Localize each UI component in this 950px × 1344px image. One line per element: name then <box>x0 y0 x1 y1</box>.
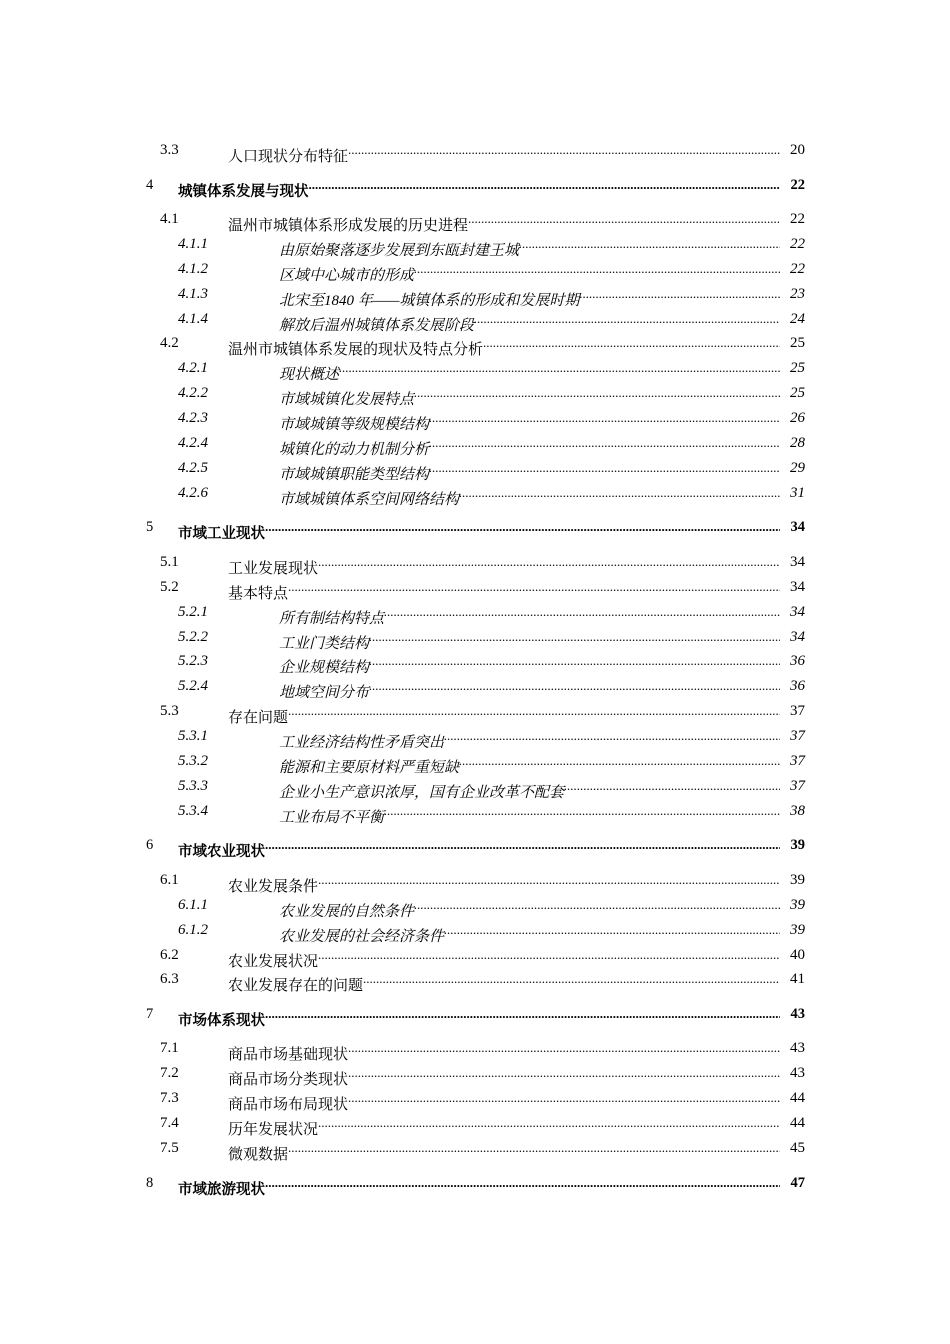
toc-entry-title: 市域城镇等级规模结构 <box>279 417 430 433</box>
toc-dot-leader <box>444 919 780 941</box>
toc-entry-page: 24 <box>790 311 805 327</box>
toc-dot-leader <box>348 1087 780 1109</box>
toc-entry-page: 25 <box>790 335 805 351</box>
toc-entry-page: 22 <box>790 177 805 193</box>
toc-entry-title-line <box>178 1172 780 1201</box>
toc-dot-leader <box>444 725 780 747</box>
toc-entry[interactable] <box>0 208 950 234</box>
toc-entry[interactable] <box>0 258 950 284</box>
toc-dot-leader <box>318 1112 780 1134</box>
toc-entry[interactable] <box>0 1087 950 1113</box>
toc-entry-title-line <box>178 174 780 203</box>
toc-entry-title-line <box>178 1003 780 1032</box>
toc-entry-title: 市域城镇体系空间网络结构 <box>279 492 460 508</box>
toc-entry[interactable] <box>0 1112 950 1138</box>
toc-entry-title: 所有制结构特点 <box>279 611 385 627</box>
toc-entry[interactable] <box>0 174 950 200</box>
toc-entry-number: 8 <box>146 1175 154 1191</box>
toc-entry[interactable] <box>0 725 950 751</box>
toc-entry-title: 工业门类结构 <box>279 636 370 652</box>
toc-entry-page: 34 <box>790 554 805 570</box>
toc-dot-leader <box>459 750 780 772</box>
toc-entry-number: 5 <box>146 519 154 535</box>
toc-dot-leader <box>318 551 780 573</box>
toc-dot-leader <box>384 601 780 623</box>
toc-entry-number: 4.2.5 <box>178 460 208 476</box>
toc-entry-title: 城镇体系发展与现状 <box>178 184 309 200</box>
toc-dot-leader <box>429 457 780 479</box>
toc-entry-page: 34 <box>790 604 805 620</box>
toc-entry-title: 由原始聚落逐步发展到东瓯封建王城 <box>279 243 520 259</box>
toc-dot-leader <box>429 432 780 454</box>
toc-entry-page: 37 <box>790 778 805 794</box>
toc-entry-title: 存在问题 <box>228 710 289 726</box>
toc-dot-leader <box>414 382 780 404</box>
toc-entry[interactable] <box>0 516 950 542</box>
toc-entry-number: 4.1 <box>160 211 179 227</box>
toc-dot-leader <box>369 650 780 672</box>
toc-entry-number: 4 <box>146 177 154 193</box>
toc-entry-page: 23 <box>790 286 805 302</box>
toc-entry-number: 5.2.1 <box>178 604 208 620</box>
toc-entry[interactable] <box>0 332 950 358</box>
toc-entry[interactable] <box>0 357 950 383</box>
toc-entry[interactable] <box>0 919 950 945</box>
toc-entry[interactable] <box>0 626 950 652</box>
toc-entry[interactable] <box>0 432 950 458</box>
toc-entry[interactable] <box>0 800 950 826</box>
toc-entry-page: 44 <box>790 1115 805 1131</box>
toc-entry[interactable] <box>0 675 950 701</box>
toc-entry-page: 39 <box>790 897 805 913</box>
toc-entry-title: 农业发展存在的问题 <box>228 978 364 994</box>
toc-entry[interactable] <box>0 382 950 408</box>
toc-entry-title: 人口现状分布特征 <box>228 149 349 165</box>
toc-entry-number: 4.2.3 <box>178 410 208 426</box>
toc-entry-title: 温州市城镇体系形成发展的历史进程 <box>228 218 469 234</box>
toc-dot-leader <box>265 1003 780 1025</box>
toc-entry-title: 市场体系现状 <box>178 1013 265 1029</box>
toc-dot-leader <box>414 894 780 916</box>
toc-entry-number: 5.3 <box>160 703 179 719</box>
toc-entry-page: 37 <box>790 728 805 744</box>
toc-dot-leader <box>265 1172 780 1194</box>
toc-dot-leader <box>348 139 780 161</box>
toc-dot-leader <box>288 1137 780 1159</box>
toc-entry[interactable] <box>0 1172 950 1198</box>
toc-dot-leader <box>348 1037 780 1059</box>
toc-entry-page: 34 <box>790 519 805 535</box>
toc-entry-title: 工业发展现状 <box>228 561 319 577</box>
toc-entry-title: 商品市场布局现状 <box>228 1097 349 1113</box>
toc-entry[interactable] <box>0 233 950 259</box>
toc-dot-leader <box>519 233 780 255</box>
toc-entry-page: 43 <box>790 1065 805 1081</box>
toc-entry-title: 商品市场分类现状 <box>228 1072 349 1088</box>
toc-entry-number: 5.2.4 <box>178 678 208 694</box>
toc-entry-page: 39 <box>790 922 805 938</box>
toc-entry-title: 微观数据 <box>228 1147 289 1163</box>
toc-entry-page: 22 <box>790 236 805 252</box>
toc-entry-number: 6.2 <box>160 947 179 963</box>
toc-dot-leader <box>369 675 780 697</box>
toc-entry[interactable] <box>0 283 950 309</box>
toc-entry-title: 北宋至1840 年——城镇体系的形成和发展时期 <box>279 293 580 309</box>
toc-entry-title: 现状概述 <box>279 367 340 383</box>
toc-entry-page: 22 <box>790 211 805 227</box>
toc-entry-number: 7 <box>146 1006 154 1022</box>
toc-entry-title: 工业布局不平衡 <box>279 810 385 826</box>
toc-dot-leader <box>384 800 780 822</box>
toc-dot-leader <box>288 700 780 722</box>
toc-entry-title: 市域城镇职能类型结构 <box>279 467 430 483</box>
toc-entry[interactable] <box>0 308 950 334</box>
toc-entry-number: 6.1.1 <box>178 897 208 913</box>
toc-entry-number: 4.1.4 <box>178 311 208 327</box>
toc-entry-number: 5.3.1 <box>178 728 208 744</box>
toc-entry-title: 市域农业现状 <box>178 844 265 860</box>
toc-entry-page: 43 <box>790 1040 805 1056</box>
toc-entry[interactable] <box>0 968 950 994</box>
toc-entry-number: 7.5 <box>160 1140 179 1156</box>
toc-entry-number: 4.2.2 <box>178 385 208 401</box>
toc-entry-number: 6.1 <box>160 872 179 888</box>
toc-entry-page: 25 <box>790 385 805 401</box>
toc-entry-page: 34 <box>790 579 805 595</box>
toc-entry-page: 36 <box>790 653 805 669</box>
toc-dot-leader <box>483 332 780 354</box>
toc-entry-page: 41 <box>790 971 805 987</box>
toc-entry-page: 44 <box>790 1090 805 1106</box>
toc-entry-number: 4.2.6 <box>178 485 208 501</box>
toc-entry-title-line <box>178 834 780 863</box>
toc-dot-leader <box>429 407 780 429</box>
toc-entry-title-line <box>279 800 780 829</box>
toc-entry-page: 29 <box>790 460 805 476</box>
toc-dot-leader <box>579 283 780 305</box>
toc-entry-number: 4.2.4 <box>178 435 208 451</box>
toc-entry-title: 企业规模结构 <box>279 660 370 676</box>
toc-entry-page: 47 <box>790 1175 805 1191</box>
toc-entry-title: 城镇化的动力机制分析 <box>279 442 430 458</box>
toc-entry-number: 5.2 <box>160 579 179 595</box>
toc-entry[interactable] <box>0 139 950 165</box>
toc-entry-title: 农业发展条件 <box>228 879 319 895</box>
toc-entry-number: 5.3.2 <box>178 753 208 769</box>
toc-entry[interactable] <box>0 944 950 970</box>
toc-entry-page: 22 <box>790 261 805 277</box>
toc-dot-leader <box>265 834 780 856</box>
toc-entry[interactable] <box>0 482 950 508</box>
toc-entry[interactable] <box>0 750 950 776</box>
toc-entry-number: 6.3 <box>160 971 179 987</box>
toc-entry-page: 39 <box>790 837 805 853</box>
toc-entry-title: 企业小生产意识浓厚，国有企业改革不配套 <box>279 785 565 801</box>
toc-entry-number: 4.1.3 <box>178 286 208 302</box>
toc-entry-number: 7.2 <box>160 1065 179 1081</box>
toc-dot-leader <box>564 775 780 797</box>
toc-entry-number: 4.2 <box>160 335 179 351</box>
toc-entry[interactable] <box>0 775 950 801</box>
toc-entry[interactable] <box>0 869 950 895</box>
toc-entry-number: 5.3.3 <box>178 778 208 794</box>
toc-entry-page: 28 <box>790 435 805 451</box>
toc-entry[interactable] <box>0 1137 950 1163</box>
toc-entry-title: 市域工业现状 <box>178 526 265 542</box>
toc-entry-number: 6.1.2 <box>178 922 208 938</box>
toc-entry-title: 农业发展的社会经济条件 <box>279 929 445 945</box>
toc-entry-title-line <box>279 482 780 511</box>
toc-entry-page: 20 <box>790 142 805 158</box>
toc-entry[interactable] <box>0 576 950 602</box>
toc-entry-number: 4.1.1 <box>178 236 208 252</box>
toc-entry-title: 农业发展的自然条件 <box>279 904 415 920</box>
toc-dot-leader <box>369 626 780 648</box>
toc-entry-title: 温州市城镇体系发展的现状及特点分析 <box>228 342 484 358</box>
toc-entry-title: 解放后温州城镇体系发展阶段 <box>279 318 475 334</box>
toc-dot-leader <box>348 1062 780 1084</box>
toc-entry[interactable] <box>0 457 950 483</box>
toc-entry-number: 4.2.1 <box>178 360 208 376</box>
toc-dot-leader <box>288 576 780 598</box>
toc-entry-title: 农业发展状况 <box>228 954 319 970</box>
toc-entry[interactable] <box>0 407 950 433</box>
toc-entry-title-line <box>228 1137 780 1166</box>
toc-dot-leader <box>339 357 780 379</box>
toc-dot-leader <box>318 869 780 891</box>
toc-entry-number: 5.2.3 <box>178 653 208 669</box>
toc-entry-title: 市域旅游现状 <box>178 1182 265 1198</box>
toc-entry[interactable] <box>0 1003 950 1029</box>
toc-entry-title: 工业经济结构性矛盾突出 <box>279 735 445 751</box>
toc-dot-leader <box>459 482 780 504</box>
toc-entry-number: 7.3 <box>160 1090 179 1106</box>
toc-entry-title-line <box>228 968 780 997</box>
toc-entry-title: 区域中心城市的形成 <box>279 268 415 284</box>
toc-dot-leader <box>414 258 780 280</box>
toc-entry-title: 能源和主要原材料严重短缺 <box>279 760 460 776</box>
toc-entry[interactable] <box>0 551 950 577</box>
toc-dot-leader <box>363 968 780 990</box>
toc-entry-number: 5.2.2 <box>178 629 208 645</box>
toc-entry-page: 26 <box>790 410 805 426</box>
toc-entry-page: 37 <box>790 703 805 719</box>
toc-dot-leader <box>468 208 780 230</box>
toc-entry-title: 基本特点 <box>228 586 289 602</box>
toc-entry-title: 商品市场基础现状 <box>228 1047 349 1063</box>
toc-entry-number: 7.1 <box>160 1040 179 1056</box>
toc-entry-page: 31 <box>790 485 805 501</box>
toc-entry[interactable] <box>0 601 950 627</box>
toc-entry-page: 34 <box>790 629 805 645</box>
toc-entry-title: 历年发展状况 <box>228 1122 319 1138</box>
toc-entry-page: 43 <box>790 1006 805 1022</box>
toc-entry-page: 37 <box>790 753 805 769</box>
toc-entry-page: 25 <box>790 360 805 376</box>
toc-dot-leader <box>309 174 781 196</box>
toc-dot-leader <box>318 944 780 966</box>
toc-entry-number: 6 <box>146 837 154 853</box>
toc-entry[interactable] <box>0 834 950 860</box>
toc-entry-page: 38 <box>790 803 805 819</box>
toc-entry-number: 7.4 <box>160 1115 179 1131</box>
toc-entry-title: 地域空间分布 <box>279 685 370 701</box>
toc-entry-page: 45 <box>790 1140 805 1156</box>
toc-entry-title-line <box>228 139 780 168</box>
toc-entry-title: 市域城镇化发展特点 <box>279 392 415 408</box>
toc-dot-leader <box>474 308 780 330</box>
toc-entry-page: 40 <box>790 947 805 963</box>
toc-dot-leader <box>265 516 780 538</box>
toc-entry-number: 3.3 <box>160 142 179 158</box>
toc-entry-page: 36 <box>790 678 805 694</box>
toc-entry-title-line <box>178 516 780 545</box>
toc-entry[interactable] <box>0 894 950 920</box>
toc-entry-number: 5.1 <box>160 554 179 570</box>
toc-entry[interactable] <box>0 1062 950 1088</box>
toc-entry-number: 5.3.4 <box>178 803 208 819</box>
toc-entry-page: 39 <box>790 872 805 888</box>
toc-entry-number: 4.1.2 <box>178 261 208 277</box>
toc-entry[interactable] <box>0 650 950 676</box>
toc-entry[interactable] <box>0 700 950 726</box>
toc-entry[interactable] <box>0 1037 950 1063</box>
